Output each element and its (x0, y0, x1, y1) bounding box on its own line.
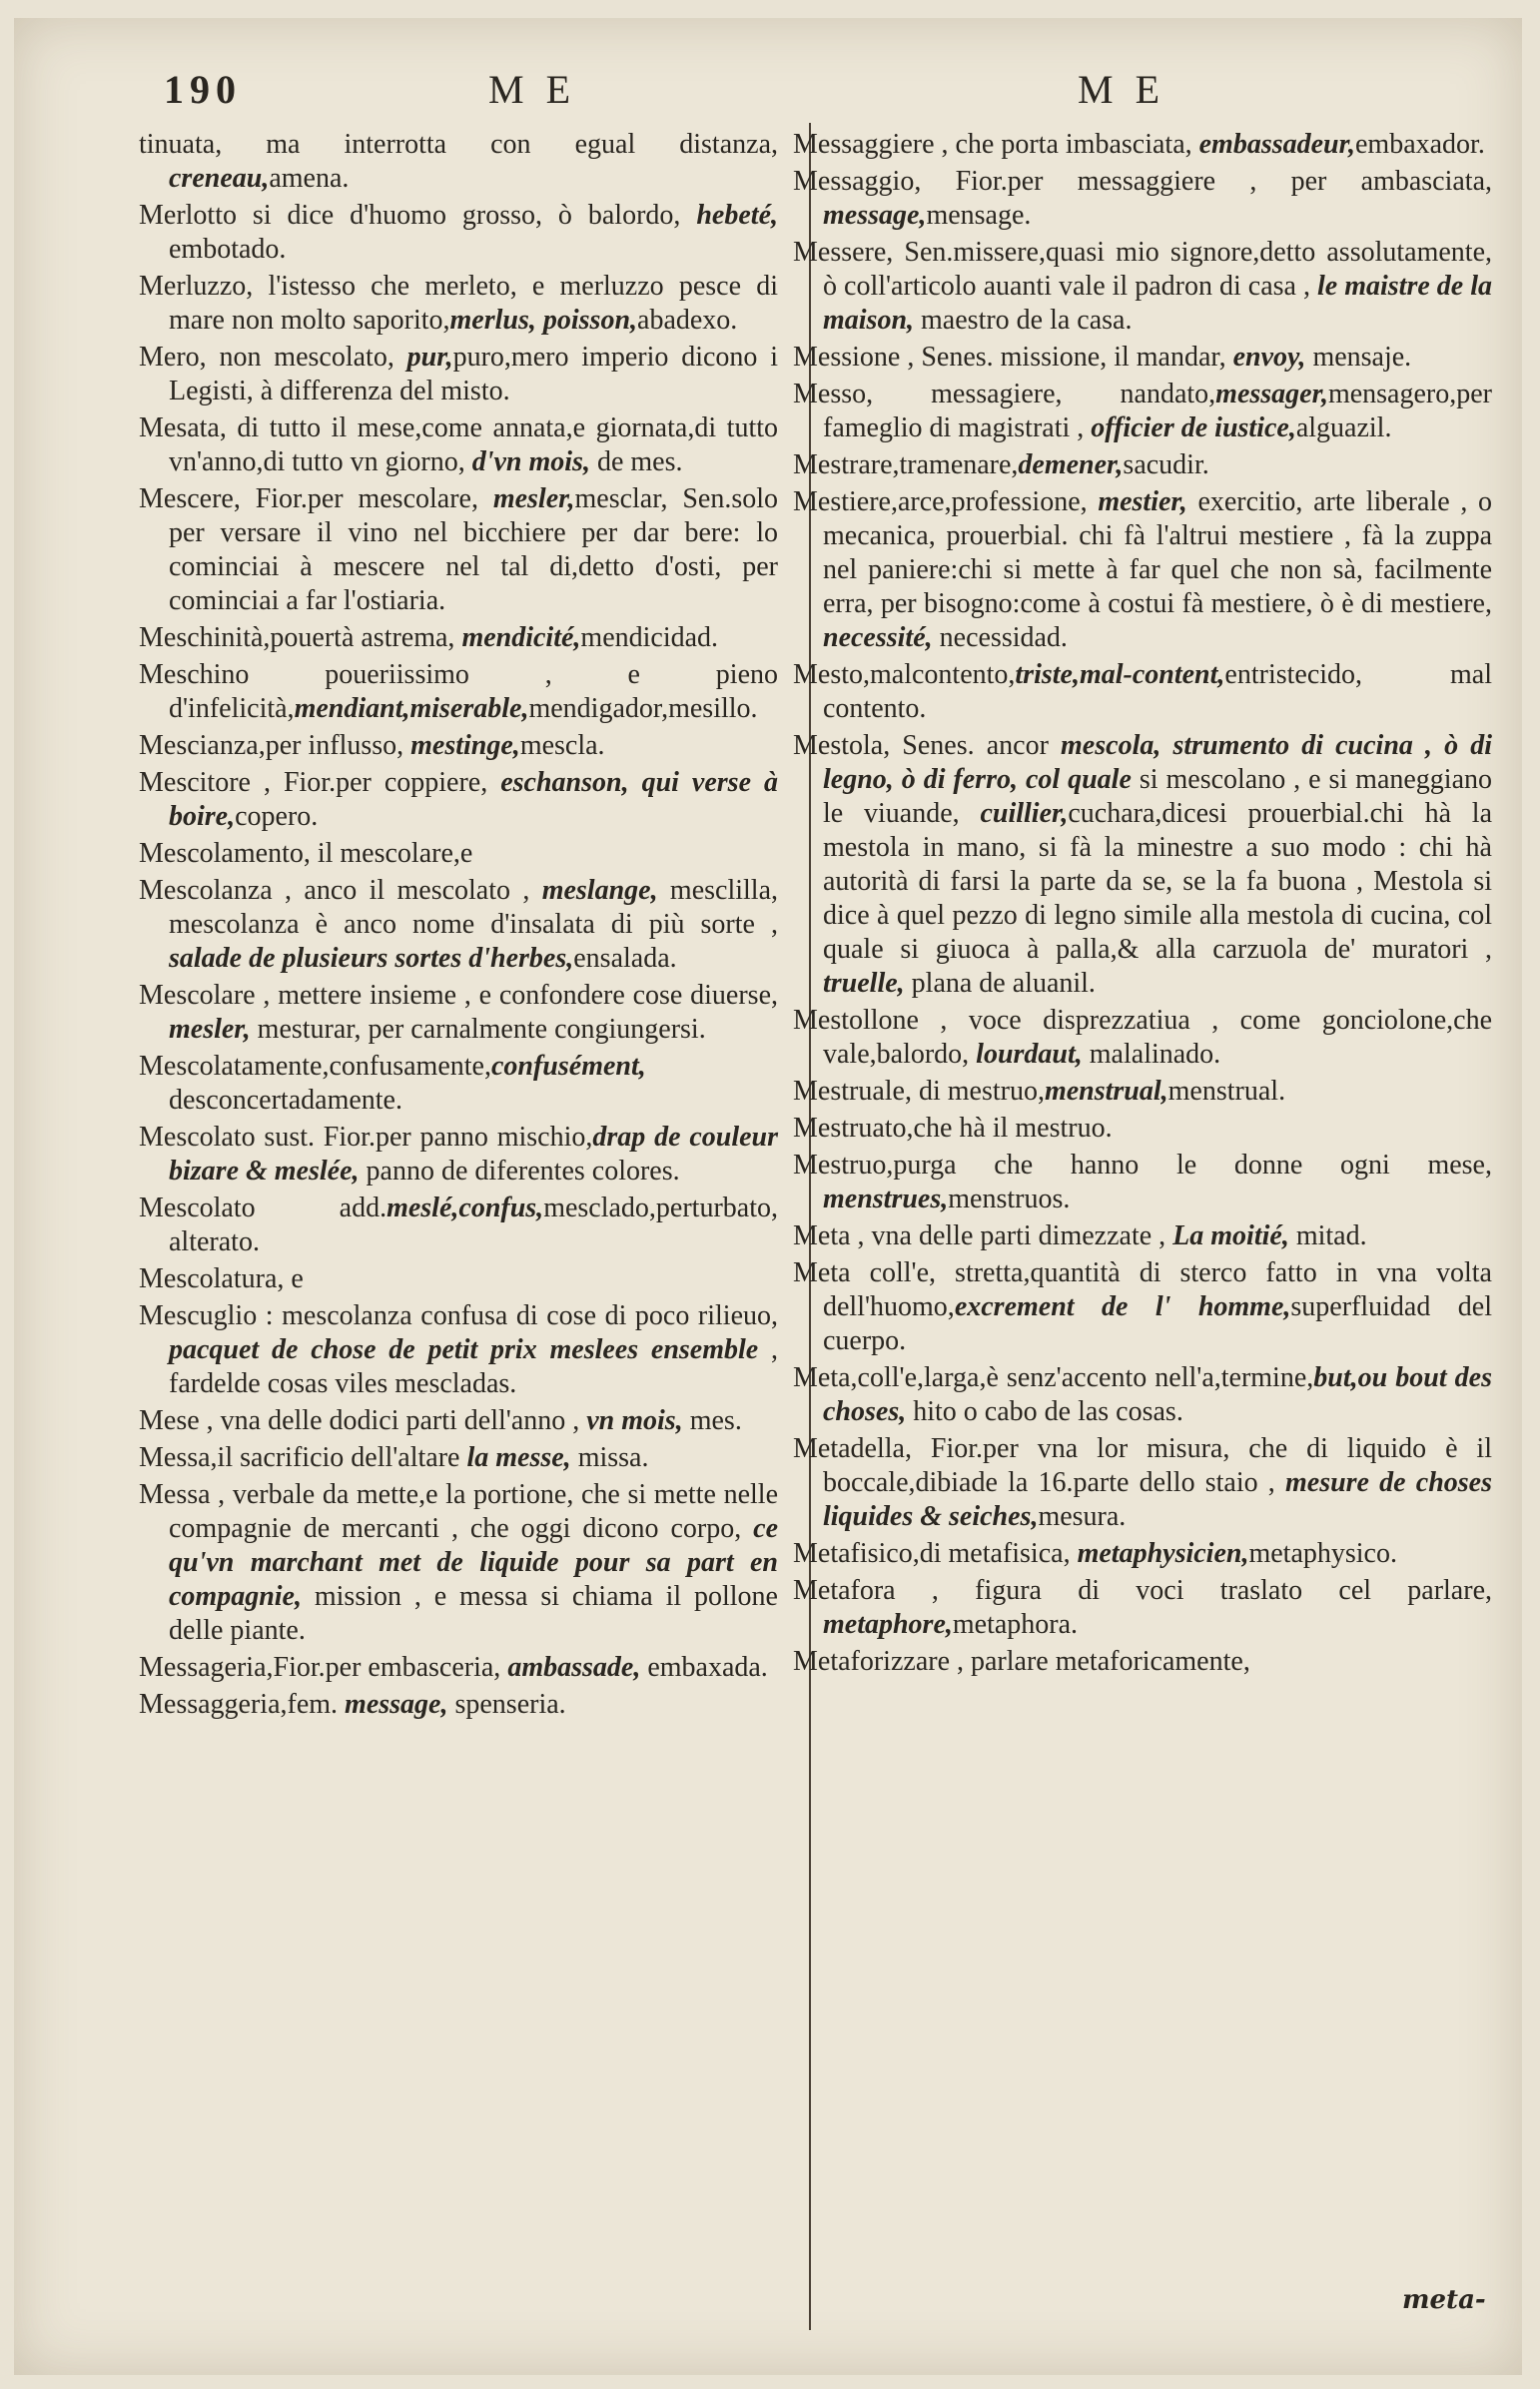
entry-text: mensagero,per fameglio di magistrati , (823, 379, 1492, 443)
entry-text: Messaggeria,fem. (139, 1689, 346, 1720)
entry-text: Mesto,malcontento, (793, 659, 1016, 690)
french-gloss: messager, (1215, 379, 1328, 409)
french-gloss: La moitié, (1172, 1220, 1289, 1251)
entry-text: Merluzzo, l'istesso che merleto, e merluzzo pesce di mare non molto saporito, (139, 271, 778, 336)
right-running-head: M E (1078, 67, 1165, 112)
dictionary-entry (793, 1432, 1492, 1534)
french-gloss: eschanson, qui verse à boire, (169, 767, 778, 832)
entry-text: mendicidad. (580, 622, 719, 653)
dictionary-entry (793, 729, 1492, 1001)
french-gloss: cuillier, (980, 798, 1069, 829)
entry-text: Metafisico,di metafisica, (793, 1538, 1078, 1569)
entry-text: de mes. (589, 446, 683, 477)
dictionary-entry (139, 766, 778, 834)
dictionary-entry (793, 236, 1492, 338)
left-column (139, 128, 778, 1725)
french-gloss: message, (345, 1689, 448, 1720)
entry-text: copero. (235, 801, 319, 832)
dictionary-entry (139, 128, 778, 196)
entry-text: Mescere, Fior.per mescolare, (139, 483, 493, 514)
entry-text: Metafora , figura di voci traslato cel parlare, (793, 1575, 1492, 1606)
entry-text: Mestrare,tramenare, (793, 449, 1019, 480)
entry-text: Meschinità,pouertà astrema, (139, 622, 462, 653)
dictionary-entry (139, 1299, 778, 1401)
entry-text: menstrual. (1167, 1076, 1286, 1107)
dictionary-entry (793, 165, 1492, 233)
entry-text: mesclar, Sen.solo per versare il vino nel bicchiere per dar bere: lo cominciai à mescere nel tal di,detto d'osti, per cominciai a far l'ostiaria. (169, 483, 778, 616)
french-gloss: menstrual, (1044, 1076, 1168, 1107)
entry-text: Mescolato sust. Fior.per panno mischio, (139, 1122, 593, 1153)
dictionary-entry (139, 1262, 778, 1296)
dictionary-entry (139, 1478, 778, 1648)
french-gloss: truelle, (823, 968, 905, 999)
entry-text: Mescolatura, e (139, 1263, 304, 1294)
entry-text: Meta coll'e, stretta,quantità di sterco fatto in vna volta dell'huomo, (793, 1257, 1492, 1322)
dictionary-entry (793, 1149, 1492, 1216)
entry-text: Meta,coll'e,larga,è senz'accento nell'a,termine, (793, 1362, 1314, 1393)
dictionary-entry (793, 1645, 1492, 1679)
entry-text: metaphysico. (1248, 1538, 1397, 1569)
french-gloss: triste,mal-content, (1015, 659, 1225, 690)
french-gloss: d'vn mois, (471, 446, 590, 477)
dictionary-entry (139, 482, 778, 618)
dictionary-entry (139, 1192, 778, 1259)
french-gloss: envoy, (1232, 342, 1306, 373)
dictionary-entry (139, 270, 778, 338)
page-number: 190 (164, 67, 242, 112)
entry-text: Mestruato,che hà il mestruo. (793, 1113, 1113, 1144)
entry-text: plana de aluanil. (904, 968, 1096, 999)
french-gloss: pur, (406, 342, 453, 373)
entry-text: Mesata, di tutto il mese,come annata,e giornata,di tutto vn'anno,di tutto vn giorno, (139, 412, 778, 477)
dictionary-entry (793, 1075, 1492, 1109)
french-gloss: creneau, (169, 163, 270, 194)
entry-text: mescla. (519, 730, 605, 761)
entry-text: Mestollone , voce disprezzatiua , come gonciolone,che vale,balordo, (793, 1005, 1492, 1070)
dictionary-entry (139, 1441, 778, 1475)
entry-text: Mestruo,purga che hanno le donne ogni mese, (793, 1150, 1492, 1181)
entry-text: Mescitore , Fior.per coppiere, (139, 767, 501, 798)
dictionary-entry (139, 1121, 778, 1189)
entry-text: mesura. (1038, 1501, 1127, 1532)
entry-text: ensalada. (573, 943, 677, 974)
entry-text: mesclado,perturbato, alterato. (169, 1193, 778, 1257)
entry-text: Mese , vna delle dodici parti dell'anno , (139, 1405, 587, 1436)
french-gloss: vn mois, (586, 1405, 683, 1436)
left-running-head: M E (488, 67, 576, 112)
french-gloss: but,ou bout des choses, (823, 1362, 1492, 1427)
dictionary-entry (793, 1574, 1492, 1642)
french-gloss: mescola, strumento di cucina , ò di legno, ò di ferro, col quale (823, 730, 1492, 795)
entry-text: Mescolatamente,confusamente, (139, 1051, 491, 1082)
dictionary-entry (793, 485, 1492, 655)
dictionary-entry (793, 378, 1492, 445)
dictionary-entry (139, 621, 778, 655)
entry-text: Messere, Sen.missere,quasi mio signore,detto assolutamente, ò coll'articolo auanti vale il padron di casa , (793, 237, 1492, 302)
entry-text: embaxada. (640, 1652, 768, 1683)
entry-text: Mescolato add. (139, 1193, 387, 1223)
entry-text: Mestruale, di mestruo, (793, 1076, 1045, 1107)
french-gloss: confusément, (490, 1051, 646, 1082)
dictionary-entry (139, 874, 778, 976)
entry-text: hito o cabo de las cosas. (906, 1396, 1183, 1427)
entry-text: mitad. (1288, 1220, 1367, 1251)
dictionary-entry (793, 1219, 1492, 1253)
french-gloss: meslé,confus, (386, 1193, 544, 1223)
french-gloss: le maistre de la maison, (823, 271, 1492, 336)
entry-text: mesclilla, mescolanza è anco nome d'insalata di più sorte , (169, 875, 778, 940)
french-gloss: necessité, (823, 622, 933, 653)
dictionary-entry (793, 1537, 1492, 1571)
dictionary-entry (139, 1651, 778, 1685)
dictionary-entry (139, 341, 778, 408)
dictionary-entry (793, 1361, 1492, 1429)
dictionary-entry (793, 448, 1492, 482)
entry-text: Metadella, Fior.per vna lor misura, che di liquido è il boccale,dibiade la 16.parte dello staio , (793, 1433, 1492, 1498)
french-gloss: mesure de choses liquides & seiches, (823, 1467, 1492, 1532)
dictionary-entry (793, 1256, 1492, 1358)
dictionary-entry (139, 199, 778, 267)
french-gloss: salade de plusieurs sortes d'herbes, (169, 943, 574, 974)
french-gloss: lourdaut, (976, 1039, 1083, 1070)
french-gloss: metaphore, (823, 1609, 953, 1640)
dictionary-entry (139, 729, 778, 763)
entry-text: amena. (269, 163, 350, 194)
french-gloss: metaphysicien, (1077, 1538, 1249, 1569)
entry-text: maestro de la casa. (914, 305, 1133, 336)
right-column (793, 128, 1492, 1682)
entry-text: puro,mero imperio dicono i Legisti, à differenza del misto. (169, 342, 779, 406)
entry-text: alguazil. (1295, 412, 1392, 443)
entry-text: mes. (682, 1405, 742, 1436)
running-header (164, 66, 1462, 126)
entry-text: Messo, messagiere, nandato, (793, 379, 1216, 409)
entry-text: Mescolamento, il mescolare,e (139, 838, 473, 869)
french-gloss: excrement de l' homme, (954, 1291, 1291, 1322)
entry-text: superfluidad del cuerpo. (823, 1291, 1492, 1356)
entry-text: mensaje. (1305, 342, 1412, 373)
entry-text: malalinado. (1082, 1039, 1221, 1070)
entry-text: Messaggio, Fior.per messaggiere , per ambasciata, (793, 166, 1492, 197)
dictionary-entry (139, 837, 778, 871)
french-gloss: ce qu'vn marchant met de liquide pour sa part en compagnie, (169, 1513, 778, 1612)
dictionary-entry (139, 411, 778, 479)
french-gloss: mestinge, (410, 730, 520, 761)
entry-text: Messa , verbale da mette,e la portione, che si mette nelle compagnie de mercanti , che oggi dicono corpo, (139, 1479, 778, 1544)
french-gloss: mestier, (1098, 486, 1187, 517)
entry-text: cuchara,dicesi prouerbial.chi hà la mestola in mano, si fà la minestre a suo modo : chi hà autorità di farsi la parte da se, se la fa buona , Mestola si dice à quel pezzo di legno simile alla mestola di cucina, col quale si giuoca à palla,& alla carzuola de' muratori , (823, 798, 1493, 965)
entry-text: Mescolanza , anco il mescolato , (139, 875, 542, 906)
entry-text: Messaggiere , che porta imbasciata, (793, 129, 1199, 160)
catchword: meta- (1402, 2285, 1486, 2315)
entry-text: Mescuglio : mescolanza confusa di cose di poco rilieuo, (139, 1300, 778, 1331)
dictionary-entry (793, 658, 1492, 726)
dictionary-entry (139, 1050, 778, 1118)
entry-text: Meta , vna delle parti dimezzate , (793, 1220, 1173, 1251)
entry-text: embaxador. (1354, 129, 1485, 160)
french-gloss: menstrues, (823, 1184, 949, 1214)
entry-text: Mero, non mescolato, (139, 342, 407, 373)
book-page (14, 18, 1522, 2375)
french-gloss: message, (823, 200, 927, 231)
entry-text: Mescianza,per influsso, (139, 730, 411, 761)
dictionary-entry (793, 1112, 1492, 1146)
entry-text: menstruos. (948, 1184, 1071, 1214)
entry-text: Messa,il sacrificio dell'altare (139, 1442, 467, 1473)
entry-text: desconcertadamente. (169, 1085, 402, 1116)
entry-text: spenseria. (447, 1689, 566, 1720)
french-gloss: drap de couleur bizare & meslée, (169, 1122, 778, 1187)
entry-text: Mestiere,arce,professione, (793, 486, 1099, 517)
french-gloss: ambassade, (507, 1652, 641, 1683)
entry-text: metaphora. (952, 1609, 1079, 1640)
entry-text: si mescolano , e si maneggiano le viuande, (823, 764, 1493, 829)
french-gloss: la messe, (466, 1442, 571, 1473)
entry-text: exercitio, arte liberale , o mecanica, prouerbial. chi fà l'altrui mestiere , fà la zuppa nel paniere:chi si mette à far quel che non sà, facilmente erra, per bisogno:come à costui fà mestiere, ò è di mestiere, (823, 486, 1492, 619)
entry-text: abadexo. (637, 305, 738, 336)
entry-text: mesturar, per carnalmente congiungersi. (250, 1014, 706, 1045)
entry-text: necessidad. (932, 622, 1068, 653)
french-gloss: merlus, poisson, (449, 305, 638, 336)
french-gloss: mesler, (169, 1014, 251, 1045)
french-gloss: embassadeur, (1198, 129, 1355, 160)
entry-text: , fardelde cosas viles mescladas. (169, 1334, 778, 1399)
french-gloss: mesler, (492, 483, 575, 514)
entry-text: mendigador,mesillo. (528, 693, 758, 724)
french-gloss: pacquet de chose de petit prix meslees ensemble (169, 1334, 759, 1365)
french-gloss: meslange, (541, 875, 658, 906)
entry-text: panno de diferentes colores. (359, 1156, 680, 1187)
entry-text: entristecido, mal contento. (823, 659, 1492, 724)
entry-text: embotado. (169, 234, 287, 265)
entry-text: Mestola, Senes. ancor (793, 730, 1062, 761)
entry-text: Mescolare , mettere insieme , e confondere cose diuerse, (139, 980, 778, 1011)
french-gloss: hebeté, (696, 200, 778, 231)
french-gloss: demener, (1018, 449, 1124, 480)
entry-text: Messione , Senes. missione, il mandar, (793, 342, 1233, 373)
dictionary-entry (139, 1404, 778, 1438)
entry-text: mission , e messa si chiama il pollone delle piante. (169, 1581, 778, 1646)
entry-text: tinuata, ma interrotta con egual distanza, (139, 129, 778, 160)
entry-text: Meschino poueriissimo , e pieno d'infelicità, (139, 659, 778, 724)
entry-text: sacudir. (1123, 449, 1209, 480)
dictionary-entry (139, 979, 778, 1047)
entry-text: Merlotto si dice d'huomo grosso, ò balordo, (139, 200, 697, 231)
entry-text: Messageria,Fior.per embasceria, (139, 1652, 508, 1683)
dictionary-entry (793, 1004, 1492, 1072)
french-gloss: mendicité, (461, 622, 581, 653)
entry-text: mensage. (926, 200, 1032, 231)
entry-text: missa. (570, 1442, 649, 1473)
dictionary-entry (139, 658, 778, 726)
entry-text: Metaforizzare , parlare metaforicamente, (793, 1646, 1250, 1677)
dictionary-entry (793, 128, 1492, 162)
french-gloss: mendiant,miserable, (294, 693, 529, 724)
dictionary-entry (793, 341, 1492, 375)
french-gloss: officier de iustice, (1091, 412, 1296, 443)
dictionary-entry (139, 1688, 778, 1722)
